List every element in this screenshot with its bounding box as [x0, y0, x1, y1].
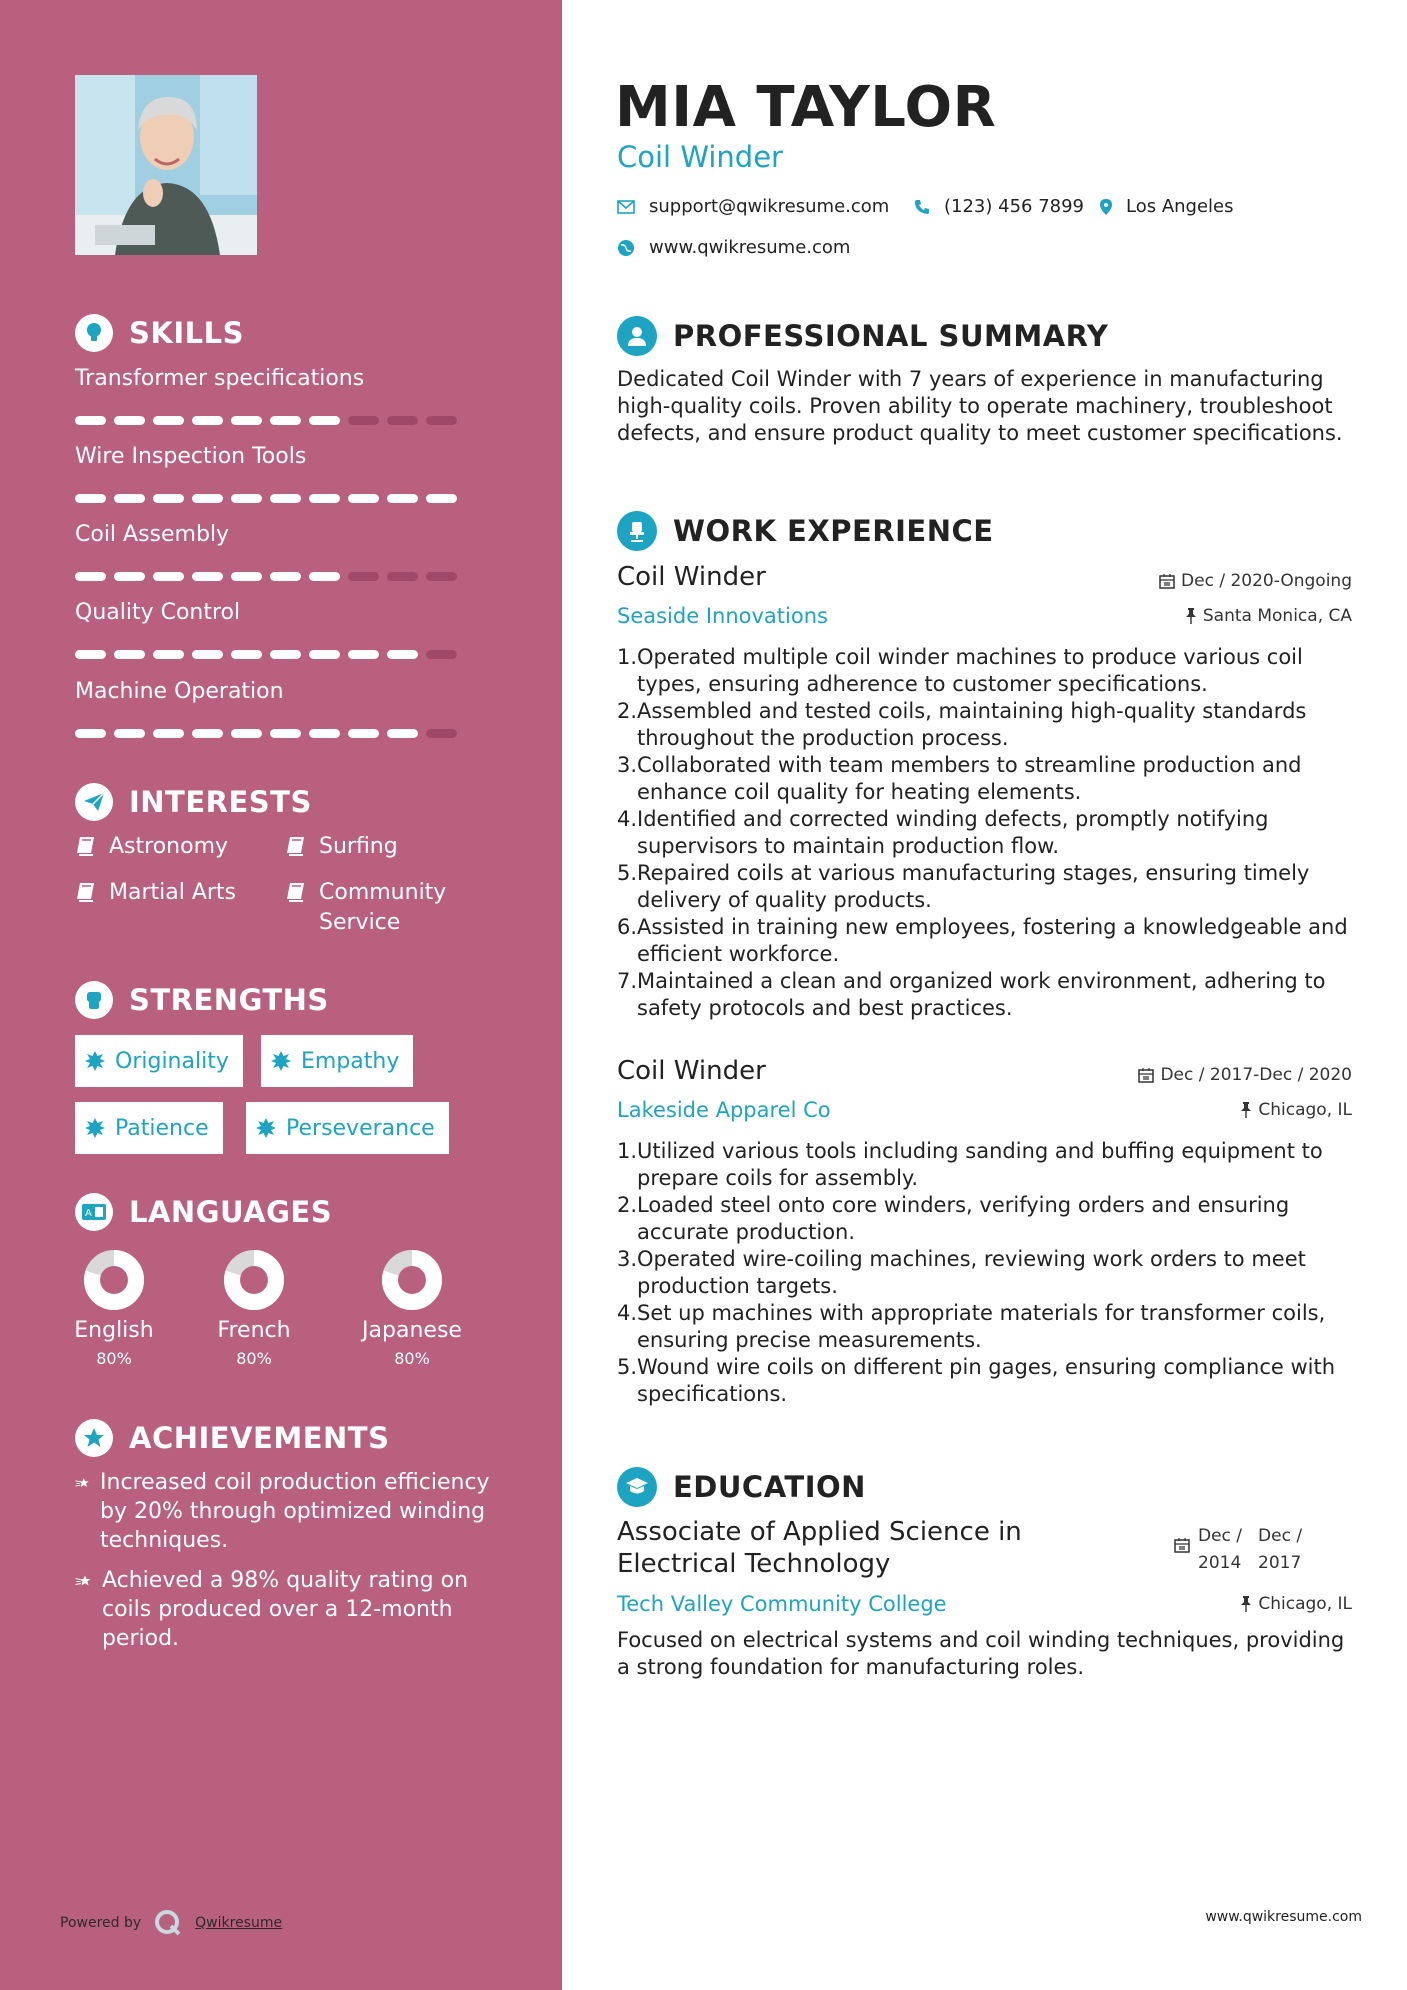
calendar-icon: [1138, 1067, 1154, 1083]
skill-level-segment: [426, 494, 457, 503]
skill-level-bar: [75, 572, 457, 581]
skill-name: Quality Control: [75, 600, 241, 625]
skill-level-segment: [270, 416, 301, 425]
bullet-item: 2. Assembled and tested coils, maintaining high-quality standards throughout the production process.: [617, 699, 1307, 750]
skill-level-segment: [75, 416, 106, 425]
graduate-icon: [617, 1467, 657, 1507]
job-dates: Dec / 2020-Ongoing: [1159, 571, 1352, 591]
skill-level-segment: [192, 650, 223, 659]
job-company: Lakeside Apparel Co: [617, 1098, 831, 1122]
shooting-star-icon: [75, 1470, 90, 1496]
shooting-star-icon: [75, 1568, 92, 1594]
skill-level-segment: [114, 572, 145, 581]
contact-website[interactable]: www.qwikresume.com: [617, 237, 850, 258]
candidate-name: MIA TAYLOR: [615, 75, 997, 140]
qwikresume-link[interactable]: Qwikresume: [195, 1915, 283, 1931]
skill-level-segment: [192, 416, 223, 425]
footer-site-link[interactable]: www.qwikresume.com: [1205, 1909, 1362, 1925]
skill-level-segment: [192, 494, 223, 503]
main-content: [562, 0, 1407, 1990]
skill-level-segment: [348, 572, 379, 581]
language-level-ring: [82, 1248, 146, 1312]
education-end: Dec / 2017: [1258, 1526, 1303, 1573]
lightbulb-icon: [75, 314, 113, 352]
skill-name: Wire Inspection Tools: [75, 444, 307, 469]
education-text: Focused on electrical systems and coil winding techniques, providing a strong foundation for manufacturing roles.: [617, 1628, 1345, 1679]
achievements-heading: ACHIEVEMENTS: [75, 1419, 389, 1457]
paper-plane-icon: [75, 783, 113, 821]
bullet-item: 1. Operated multiple coil winder machines to produce various coil types, ensuring adherence to customer specifications.: [617, 645, 1303, 696]
skill-level-segment: [309, 729, 340, 738]
book-icon: [285, 881, 307, 903]
skill-level-segment: [387, 650, 418, 659]
skill-level-segment: [270, 494, 301, 503]
strengths-heading: STRENGTHS: [75, 981, 329, 1019]
skill-level-segment: [387, 416, 418, 425]
badge-burst-icon: [85, 1118, 105, 1138]
badge-burst-icon: [256, 1118, 276, 1138]
skill-level-segment: [231, 729, 262, 738]
calendar-icon: [1159, 573, 1175, 589]
skill-level-segment: [426, 572, 457, 581]
skill-name: Coil Assembly: [75, 522, 230, 547]
phone-icon: [914, 199, 930, 215]
job-location: Santa Monica, CA: [1185, 606, 1352, 626]
job-dates: Dec / 2017-Dec / 2020: [1138, 1065, 1352, 1085]
contact-email[interactable]: support@qwikresume.com: [617, 196, 889, 217]
book-icon: [285, 835, 307, 857]
job-location: Chicago, IL: [1240, 1100, 1352, 1120]
summary-heading: PROFESSIONAL SUMMARY: [617, 316, 1108, 356]
interest-item: Surfing: [285, 832, 398, 862]
skill-level-segment: [348, 650, 379, 659]
skill-level-bar: [75, 416, 457, 425]
skill-level-segment: [348, 729, 379, 738]
experience-heading: WORK EXPERIENCE: [617, 511, 994, 551]
contact-location: Los Angeles: [1100, 196, 1234, 217]
svg-text:A: A: [85, 1208, 92, 1219]
job-company: Seaside Innovations: [617, 604, 828, 628]
bullet-item: 5. Wound wire coils on different pin gages, ensuring compliance with specifications.: [617, 1355, 1336, 1406]
skill-level-segment: [231, 650, 262, 659]
book-icon: [75, 881, 97, 903]
skill-level-segment: [426, 416, 457, 425]
skill-level-segment: [309, 494, 340, 503]
language-item: French 80%: [199, 1248, 309, 1368]
sidebar: [0, 0, 562, 1990]
skill-level-segment: [309, 650, 340, 659]
interest-item: Astronomy: [75, 832, 228, 862]
bullet-item: 1. Utilized various tools including sanding and buffing equipment to prepare coils for assembly.: [617, 1139, 1323, 1190]
calendar-icon: [1174, 1537, 1190, 1577]
skill-level-segment: [114, 650, 145, 659]
skill-level-segment: [114, 729, 145, 738]
strength-badge: Empathy: [261, 1035, 413, 1087]
bullet-item: 4. Set up machines with appropriate materials for transformer coils, ensuring precise measurements.: [617, 1301, 1326, 1352]
bullet-item: 3. Operated wire-coiling machines, reviewing work orders to meet production targets.: [617, 1247, 1306, 1298]
skill-level-bar: [75, 650, 457, 659]
globe-icon: [617, 239, 635, 257]
language-item: Japanese 80%: [357, 1248, 467, 1368]
skill-level-segment: [426, 729, 457, 738]
qwikresume-logo-icon: [153, 1908, 183, 1938]
skills-heading: SKILLS: [75, 314, 244, 352]
strength-badge: Originality: [75, 1035, 243, 1087]
skill-level-bar: [75, 494, 457, 503]
achievement-item: Increased coil production efficiency by 20% through optimized winding techniques.: [75, 1468, 505, 1555]
skill-level-segment: [348, 416, 379, 425]
skill-level-segment: [153, 416, 184, 425]
skill-level-segment: [75, 650, 106, 659]
bullet-item: 7. Maintained a clean and organized work environment, adhering to safety protocols and best practices.: [617, 969, 1326, 1020]
language-icon: [75, 1193, 113, 1231]
bullet-item: 5. Repaired coils at various manufacturing stages, ensuring timely delivery of quality products.: [617, 861, 1310, 912]
skill-name: Transformer specifications: [75, 366, 365, 391]
skill-level-bar: [75, 729, 457, 738]
pushpin-icon: [1240, 1102, 1252, 1118]
powered-by: Powered by Qwikresume: [60, 1908, 282, 1938]
language-level-ring: [380, 1248, 444, 1312]
languages-heading: A LANGUAGES: [75, 1193, 332, 1231]
education-dates: [1174, 1523, 1302, 1577]
skill-level-segment: [231, 572, 262, 581]
language-level-ring: [222, 1248, 286, 1312]
skill-level-segment: [387, 572, 418, 581]
skill-level-segment: [348, 494, 379, 503]
badge-burst-icon: [271, 1051, 291, 1071]
summary-text: Dedicated Coil Winder with 7 years of experience in manufacturing high-quality coils. Proven ability to operate machinery, troubleshoot defects, and ensure product quality to meet customer specifications.: [617, 367, 1343, 445]
skill-level-segment: [153, 572, 184, 581]
job-title: Coil Winder: [617, 562, 766, 592]
envelope-icon: [617, 200, 635, 214]
skill-level-segment: [153, 729, 184, 738]
skill-level-segment: [309, 416, 340, 425]
pushpin-icon: [1185, 608, 1197, 624]
skill-level-segment: [114, 416, 145, 425]
skill-level-segment: [75, 572, 106, 581]
interest-item: Community Service: [285, 878, 485, 938]
skill-level-segment: [192, 572, 223, 581]
skill-level-segment: [114, 494, 145, 503]
badge-burst-icon: [85, 1051, 105, 1071]
language-item: English 80%: [59, 1248, 169, 1368]
job-title: Coil Winder: [617, 1056, 766, 1086]
pushpin-icon: [1240, 1596, 1252, 1612]
skill-level-segment: [270, 729, 301, 738]
skill-level-segment: [192, 729, 223, 738]
skill-level-segment: [231, 494, 262, 503]
skill-level-segment: [153, 494, 184, 503]
skill-level-segment: [387, 729, 418, 738]
strength-badge: Perseverance: [246, 1102, 449, 1154]
skill-level-segment: [153, 650, 184, 659]
skill-level-segment: [270, 650, 301, 659]
skill-level-segment: [231, 416, 262, 425]
skill-level-segment: [270, 572, 301, 581]
skill-level-segment: [75, 729, 106, 738]
skill-level-segment: [426, 650, 457, 659]
job-bullets: [617, 1138, 1357, 1408]
profile-photo: [75, 75, 257, 255]
skill-level-segment: [387, 494, 418, 503]
skill-name: Machine Operation: [75, 679, 284, 704]
strength-badge: Patience: [75, 1102, 223, 1154]
book-icon: [75, 835, 97, 857]
skill-level-segment: [75, 494, 106, 503]
contact-phone[interactable]: (123) 456 7899: [914, 196, 1084, 217]
education-heading: EDUCATION: [617, 1467, 866, 1507]
interests-heading: INTERESTS: [75, 783, 312, 821]
degree-title: Associate of Applied Science in Electrical Technology: [617, 1517, 1022, 1579]
map-pin-icon: [1100, 199, 1112, 215]
user-icon: [617, 316, 657, 356]
candidate-role: Coil Winder: [617, 140, 783, 174]
school-name: Tech Valley Community College: [617, 1592, 947, 1616]
bullet-item: 2. Loaded steel onto core winders, verifying orders and ensuring accurate production.: [617, 1193, 1290, 1244]
achievement-item: Achieved a 98% quality rating on coils produced over a 12-month period.: [75, 1566, 505, 1653]
bullet-item: 4. Identified and corrected winding defects, promptly notifying supervisors to maintain production flow.: [617, 807, 1269, 858]
bullet-item: 3. Collaborated with team members to streamline production and enhance coil quality for heating elements.: [617, 753, 1302, 804]
bullet-item: 6. Assisted in training new employees, fostering a knowledgeable and efficient workforce.: [617, 915, 1348, 966]
interest-item: Martial Arts: [75, 878, 236, 908]
skill-level-segment: [309, 572, 340, 581]
education-start: Dec / 2014: [1198, 1526, 1243, 1573]
education-location: Chicago, IL: [1240, 1594, 1352, 1614]
job-bullets: [617, 644, 1357, 1022]
fist-icon: [75, 981, 113, 1019]
office-chair-icon: [617, 511, 657, 551]
star-badge-icon: [75, 1419, 113, 1457]
